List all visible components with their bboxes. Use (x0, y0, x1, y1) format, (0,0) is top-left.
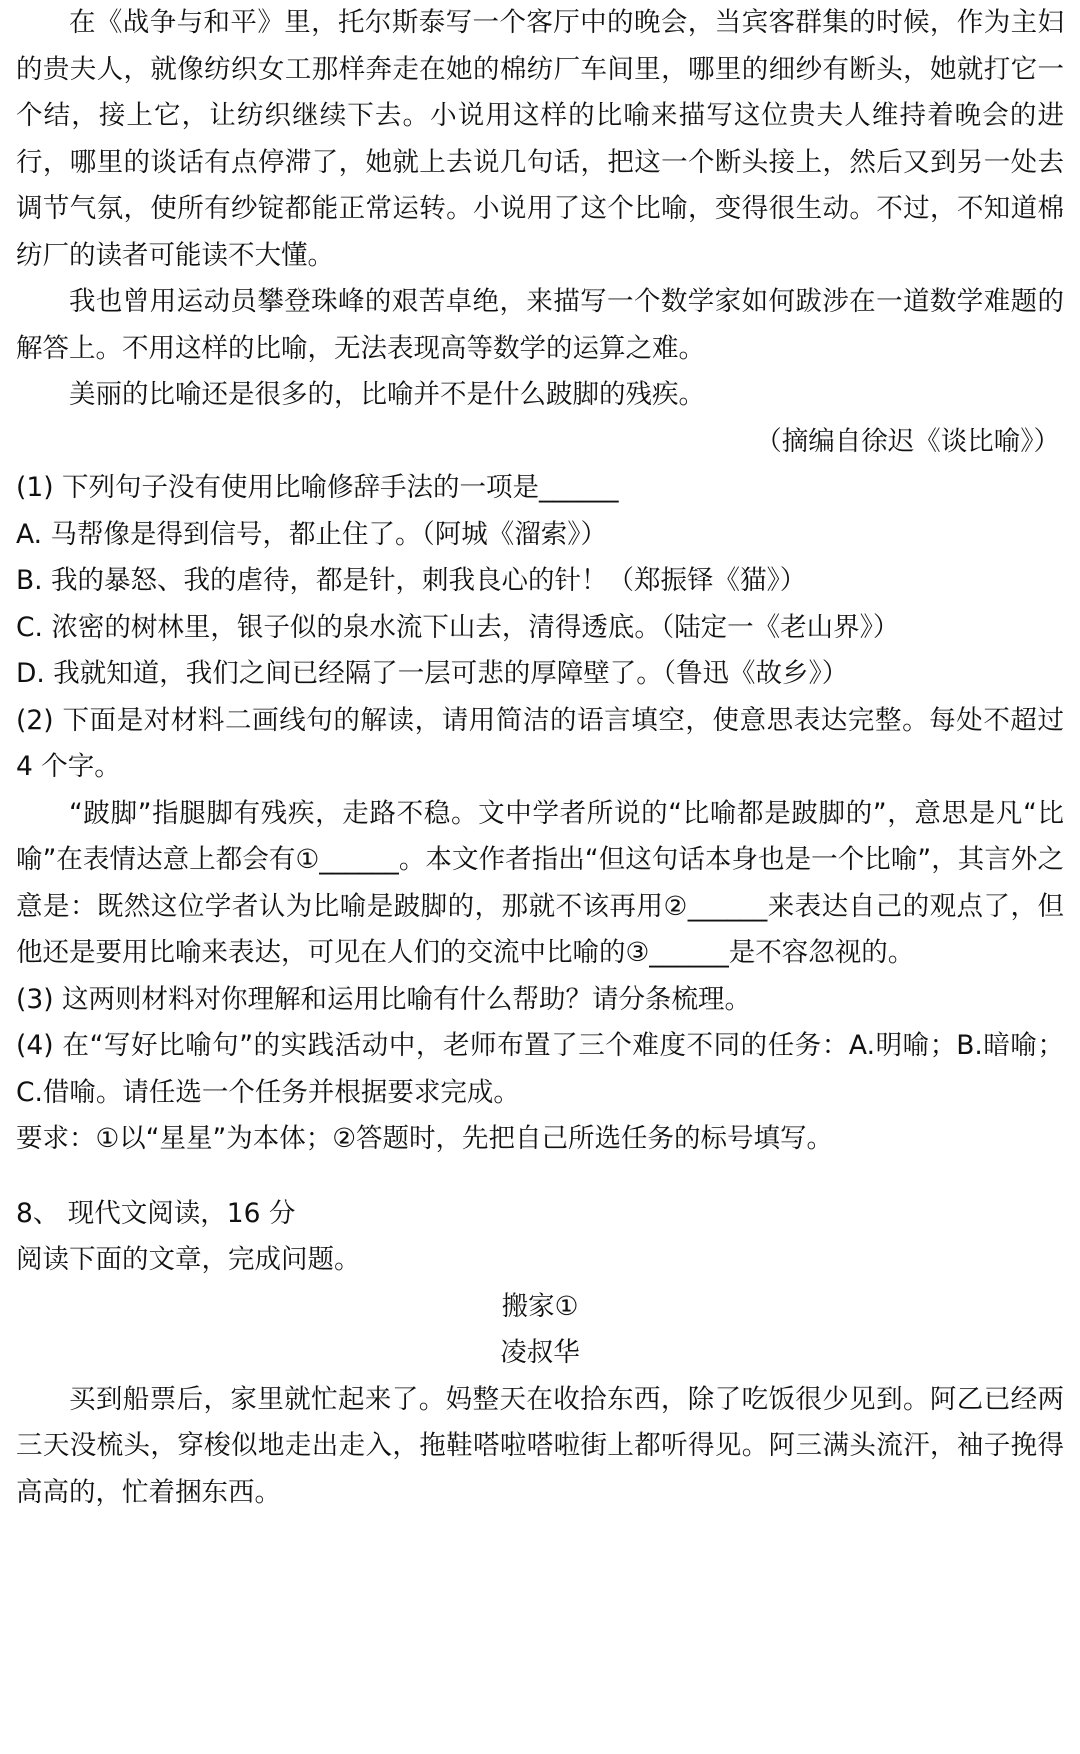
article-author: 凌叔华 (500, 1337, 580, 1368)
section-8-heading: 8、 现代文阅读，16 分 (16, 1197, 296, 1229)
question-4-requirement: 要求：①以“星星”为本体；②答题时，先把自己所选任务的标号填写。 (16, 1123, 833, 1154)
section-spacer (16, 1163, 1064, 1191)
question-1-option-b: B. 我的暴怒、我的虐待，都是针，刺我良心的针！（郑振铎《猫》） (16, 565, 807, 596)
question-1-option-d: D. 我就知道，我们之间已经隔了一层可悲的厚障壁了。（鲁迅《故乡》） (16, 658, 849, 689)
article-title: 搬家① (501, 1290, 579, 1322)
question-1-option-c: C. 浓密的树林里，银子似的泉水流下山去，清得透底。（陆定一《老山界》） (16, 611, 900, 643)
passage-paragraph-1: 在《战争与和平》里，托尔斯泰写一个客厅中的晚会，当宾客群集的时候，作为主妇的贵夫人，就像纺织女工那样奔走在她的棉纺厂车间里，哪里的细纱有断头，她就打它一个结，接上它，让纺织继续下去。小说用这样的比喻来描写这位贵夫人维持着晚会的进行，哪里的谈话有点停滞了，她就上去说几句话，把这一个断头接上，然后又到另一处去调节气氛，使所有纱锭都能正常运转。小说用了这个比喻，变得很生动。不过，不知道棉纺厂的读者可能读不大懂。 (16, 7, 1064, 271)
passage-source: （摘编自徐迟《谈比喻》） (755, 425, 1060, 457)
question-1-stem: (1) 下列句子没有使用比喻修辞手法的一项是______ (16, 472, 619, 503)
question-1-option-a: A. 马帮像是得到信号，都止住了。（阿城《溜索》） (16, 518, 608, 550)
question-3-stem: (3) 这两则材料对你理解和运用比喻有什么帮助？请分条梳理。 (16, 983, 751, 1015)
question-2-body: “跛脚”指腿脚有残疾，走路不稳。文中学者所说的“比喻都是跛脚的”，意思是凡“比喻”在表情达意上都会有①______。本文作者指出“但这句话本身也是一个比喻”，其言外之意是：既然这位学者认为比喻是跛脚的，那就不该再用②______来表达自己的观点了，但他还是要用比喻来表达，可见在人们的交流中比喻的③______是不容忽视的。 (16, 797, 1064, 968)
article-paragraph-1: 买到船票后，家里就忙起来了。妈整天在收拾东西，除了吃饭很少见到。阿乙已经两三天没梳头，穿梭似地走出走入，拖鞋嗒啦嗒啦街上都听得见。阿三满头流汗，袖子挽得高高的，忙着捆东西。 (16, 1383, 1064, 1508)
question-2-stem: (2) 下面是对材料二画线句的解读，请用简洁的语言填空，使意思表达完整。每处不超过 4 个字。 (16, 704, 1064, 782)
section-8-instruction: 阅读下面的文章，完成问题。 (16, 1244, 361, 1275)
question-4-stem: (4) 在“写好比喻句”的实践活动中，老师布置了三个难度不同的任务：A.明喻；B.暗喻；C.借喻。请任选一个任务并根据要求完成。 (16, 1030, 1064, 1108)
passage-paragraph-3: 美丽的比喻还是很多的，比喻并不是什么跛脚的残疾。 (69, 379, 705, 410)
passage-paragraph-2: 我也曾用运动员攀登珠峰的艰苦卓绝，来描写一个数学家如何跋涉在一道数学难题的解答上。不用这样的比喻，无法表现高等数学的运算之难。 (16, 286, 1064, 364)
